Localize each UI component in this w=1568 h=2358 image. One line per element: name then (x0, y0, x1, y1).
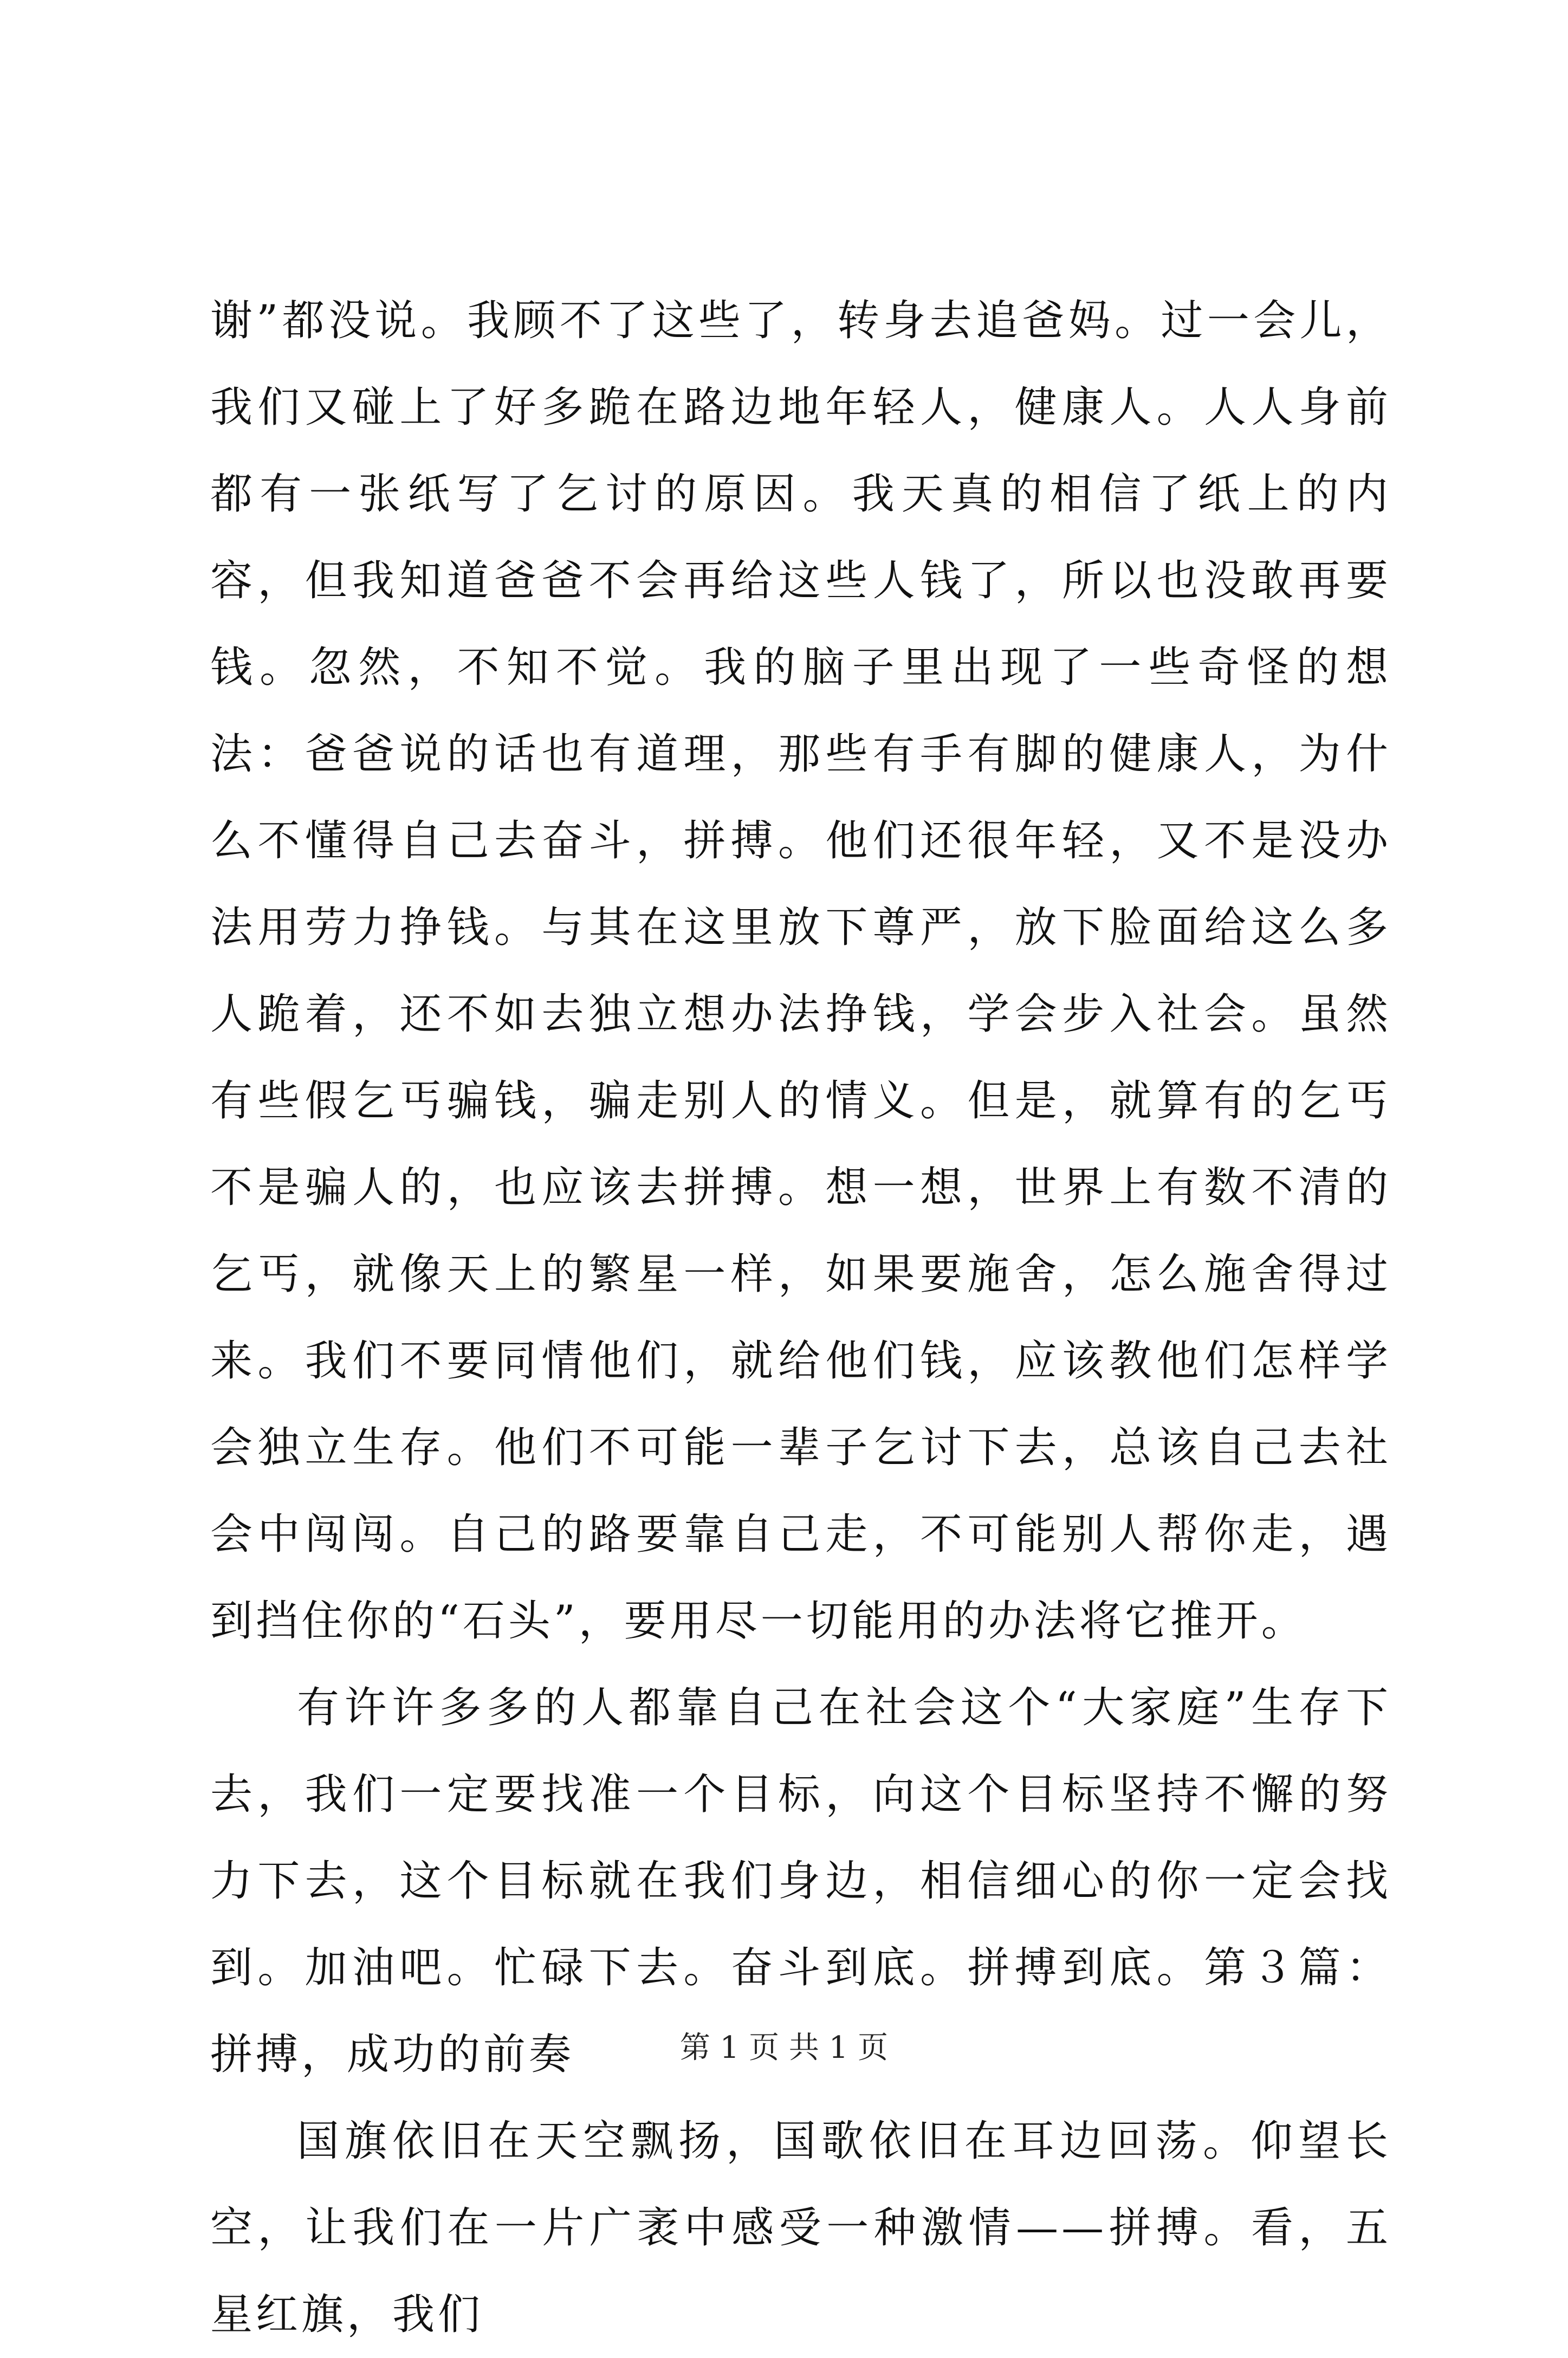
paragraph-2: 有许许多多的人都靠自己在社会这个“大家庭”生存下去，我们一定要找准一个目标，向这个目标坚持不懈的努力下去，这个目标就在我们身边，相信细心的你一定会找到。加油吧。忙碌下去。奋斗到底。拼搏到底。第３篇：拼搏，成功的前奏 (210, 1683, 1391, 2079)
page-number-footer: 第 1 页 共 1 页 (679, 2030, 889, 2065)
paragraph-1: 谢”都没说。我顾不了这些了，转身去追爸妈。过一会儿，我们又碰上了好多跪在路边地年轻人，健康人。人人身前都有一张纸写了乞讨的原因。我天真的相信了纸上的内容，但我知道爸爸不会再给这些人钱了，所以也没敢再要钱。忽然，不知不觉。我的脑子里出现了一些奇怪的想法：爸爸说的话也有道理，那些有手有脚的健康人，为什么不懂得自己去奋斗，拼搏。他们还很年轻，又不是没办法用劳力挣钱。与其在这里放下尊严，放下脸面给这么多人跪着，还不如去独立想办法挣钱，学会步入社会。虽然有些假乞丐骗钱，骗走别人的情义。但是，就算有的乞丐不是骗人的，也应该去拼搏。想一想，世界上有数不清的乞丐，就像天上的繁星一样，如果要施舍，怎么施舍得过来。我们不要同情他们，就给他们钱，应该教他们怎样学会独立生存。他们不可能一辈子乞讨下去，总该自己去社会中闯闯。自己的路要靠自己走，不可能别人帮你走，遇到挡住你的“石头”，要用尽一切能用的办法将它推开。 (210, 296, 1391, 1646)
paragraph-3: 国旗依旧在天空飘扬，国歌依旧在耳边回荡。仰望长空，让我们在一片广袤中感受一种激情——拼搏。看，五星红旗，我们 (210, 2117, 1391, 2339)
